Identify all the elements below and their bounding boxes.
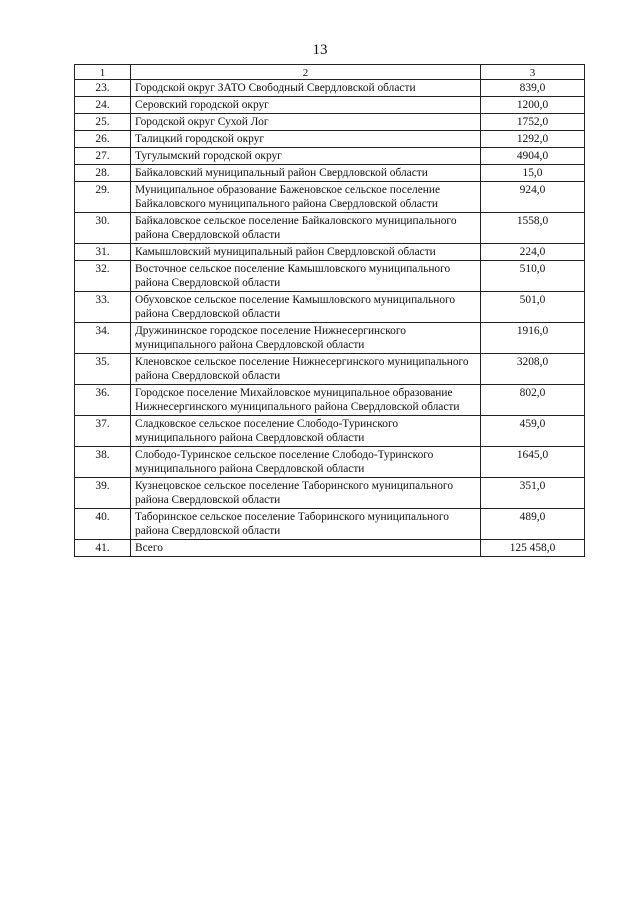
- row-name-cell: Талицкий городской округ: [131, 131, 481, 148]
- row-number-cell: 35.: [75, 354, 131, 385]
- row-number-cell: 39.: [75, 478, 131, 509]
- table-row: [75, 131, 585, 148]
- table-row: [75, 447, 585, 478]
- table-row: [75, 323, 585, 354]
- table-row: [75, 244, 585, 261]
- table-row: [75, 182, 585, 213]
- row-value-cell: 125 458,0: [481, 540, 585, 557]
- row-name-cell: Дружининское городское поселение Нижнесергинского муниципального района Свердловской области: [131, 323, 481, 354]
- row-value-cell: 3208,0: [481, 354, 585, 385]
- row-value-cell: 501,0: [481, 292, 585, 323]
- table-row: [75, 261, 585, 292]
- table-row: [75, 509, 585, 540]
- row-number-cell: 34.: [75, 323, 131, 354]
- row-value-cell: 1916,0: [481, 323, 585, 354]
- row-number-cell: 25.: [75, 114, 131, 131]
- row-number-cell: 37.: [75, 416, 131, 447]
- row-number-cell: 36.: [75, 385, 131, 416]
- row-name-cell: Камышловский муниципальный район Свердловской области: [131, 244, 481, 261]
- table-row: [75, 478, 585, 509]
- row-value-cell: 459,0: [481, 416, 585, 447]
- row-number-cell: 27.: [75, 148, 131, 165]
- row-number-cell: 33.: [75, 292, 131, 323]
- table-row: [75, 354, 585, 385]
- row-name-cell: Тугулымский городской округ: [131, 148, 481, 165]
- row-value-cell: 224,0: [481, 244, 585, 261]
- row-name-cell: Серовский городской округ: [131, 97, 481, 114]
- row-number-cell: 29.: [75, 182, 131, 213]
- row-number-cell: 32.: [75, 261, 131, 292]
- row-number-cell: 41.: [75, 540, 131, 557]
- row-name-cell: Городской округ ЗАТО Свободный Свердловской области: [131, 80, 481, 97]
- row-number-cell: 26.: [75, 131, 131, 148]
- table-body: [75, 65, 585, 557]
- table-row: [75, 385, 585, 416]
- row-number-cell: 31.: [75, 244, 131, 261]
- row-value-cell: 839,0: [481, 80, 585, 97]
- row-number-cell: 23.: [75, 80, 131, 97]
- row-value-cell: 1558,0: [481, 213, 585, 244]
- table-row: [75, 213, 585, 244]
- row-name-cell: Всего: [131, 540, 481, 557]
- row-name-cell: Кузнецовское сельское поселение Таборинского муниципального района Свердловской области: [131, 478, 481, 509]
- row-name-cell: Городской округ Сухой Лог: [131, 114, 481, 131]
- table-row: [75, 97, 585, 114]
- row-number-cell: 30.: [75, 213, 131, 244]
- allocation-table: [74, 64, 585, 557]
- table-row: [75, 114, 585, 131]
- row-value-cell: 802,0: [481, 385, 585, 416]
- header-cell-number: 1: [75, 65, 131, 80]
- row-value-cell: 1292,0: [481, 131, 585, 148]
- row-value-cell: 351,0: [481, 478, 585, 509]
- row-name-cell: Муниципальное образование Баженовское сельское поселение Байкаловского муниципального района Свердловской области: [131, 182, 481, 213]
- row-name-cell: Байкаловское сельское поселение Байкаловского муниципального района Свердловской области: [131, 213, 481, 244]
- row-name-cell: Слободо-Туринское сельское поселение Слободо-Туринского муниципального района Свердловской области: [131, 447, 481, 478]
- row-name-cell: Обуховское сельское поселение Камышловского муниципального района Свердловской области: [131, 292, 481, 323]
- row-value-cell: 924,0: [481, 182, 585, 213]
- row-name-cell: Городское поселение Михайловское муниципальное образование Нижнесергинского муниципального района Свердловской области: [131, 385, 481, 416]
- row-value-cell: 1645,0: [481, 447, 585, 478]
- row-number-cell: 40.: [75, 509, 131, 540]
- row-name-cell: Восточное сельское поселение Камышловского муниципального района Свердловской области: [131, 261, 481, 292]
- table-header-row: [75, 65, 585, 80]
- table-row: [75, 416, 585, 447]
- row-name-cell: Байкаловский муниципальный район Свердловской области: [131, 165, 481, 182]
- table-row: [75, 292, 585, 323]
- row-number-cell: 38.: [75, 447, 131, 478]
- row-name-cell: Кленовское сельское поселение Нижнесергинского муниципального района Свердловской области: [131, 354, 481, 385]
- header-cell-name: 2: [131, 65, 481, 80]
- row-value-cell: 1752,0: [481, 114, 585, 131]
- row-name-cell: Сладковское сельское поселение Слободо-Туринского муниципального района Свердловской области: [131, 416, 481, 447]
- row-value-cell: 510,0: [481, 261, 585, 292]
- table-row: [75, 165, 585, 182]
- table-row: [75, 540, 585, 557]
- page-number: 13: [312, 42, 328, 58]
- table-row: [75, 80, 585, 97]
- header-cell-value: 3: [481, 65, 585, 80]
- table-row: [75, 148, 585, 165]
- row-value-cell: 1200,0: [481, 97, 585, 114]
- row-value-cell: 4904,0: [481, 148, 585, 165]
- row-value-cell: 489,0: [481, 509, 585, 540]
- row-number-cell: 24.: [75, 97, 131, 114]
- row-name-cell: Таборинское сельское поселение Таборинского муниципального района Свердловской области: [131, 509, 481, 540]
- row-number-cell: 28.: [75, 165, 131, 182]
- row-value-cell: 15,0: [481, 165, 585, 182]
